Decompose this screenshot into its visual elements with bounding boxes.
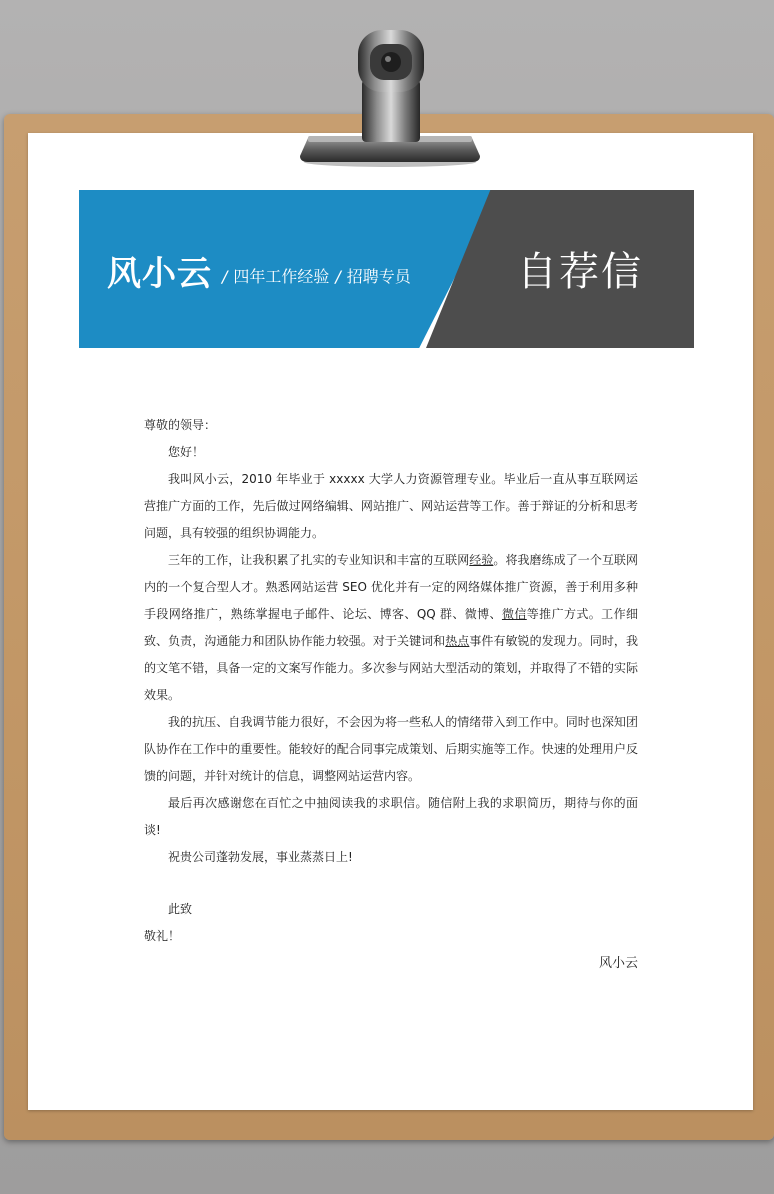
document-title: 自荐信 bbox=[517, 249, 643, 295]
closing-line-2: 敬礼！ bbox=[144, 929, 181, 943]
text-run: 事件有敏锐的发现力。同时，我的文笔不错，具备一定的文案写作能力。多次参与网站大型活动的策划，并取得了不错的实际效果。 bbox=[144, 634, 638, 702]
salutation: 尊敬的领导： bbox=[144, 418, 217, 432]
separator-slash: / bbox=[335, 267, 341, 286]
greeting: 您好！ bbox=[168, 445, 205, 459]
paragraph-experience bbox=[144, 547, 638, 709]
underlined-word: 微信 bbox=[501, 607, 527, 621]
text-run: 等推广方式。工作细致、负责，沟通能力和团队协作能力较强。对于关键词和 bbox=[144, 607, 638, 648]
letter-body bbox=[144, 412, 638, 977]
separator-slash: / bbox=[222, 267, 228, 286]
header-subtitle bbox=[216, 264, 411, 287]
underlined-word: 热点 bbox=[445, 634, 470, 648]
candidate-name: 风小云 bbox=[107, 254, 212, 294]
paragraph-intro: 我叫风小云，2010 年毕业于 xxxxx 大学人力资源管理专业。毕业后一直从事互联网运营推广方面的工作，先后做过网络编辑、网站推广、网站运营等工作。善于辩证的分析和思考问题，具有较强的组织协调能力。 bbox=[144, 472, 638, 540]
position-label: 招聘专员 bbox=[346, 267, 411, 286]
text-run: 。将我磨练成了一个互联网内的一个复合型人才。熟悉网站运营 SEO 优化并有一定的网络媒体推广资源，善于利用多种手段网络推广，熟练掌握电子邮件、论坛、博客、QQ 群、微博、 bbox=[144, 553, 638, 621]
signature: 风小云 bbox=[598, 956, 638, 971]
paragraph-ability: 我的抗压、自我调节能力很好，不会因为将一些私人的情绪带入到工作中。同时也深知团队协作在工作中的重要性。能较好的配合同事完成策划、后期实施等工作。快速的处理用户反馈的问题，并针对统计的信息，调整网站运营内容。 bbox=[144, 715, 638, 783]
spacer bbox=[144, 871, 638, 896]
experience-label: 四年工作经验 bbox=[233, 267, 330, 286]
binder-clip-icon bbox=[290, 20, 490, 170]
paragraph-thanks: 最后再次感谢您在百忙之中抽阅读我的求职信。随信附上我的求职简历，期待与你的面谈! bbox=[144, 796, 638, 837]
closing-line-1: 此致 bbox=[168, 902, 193, 916]
text-run: 三年的工作，让我积累了扎实的专业知识和丰富的互联网 bbox=[168, 553, 470, 567]
underlined-word: 经验 bbox=[469, 553, 494, 567]
wish-line: 祝贵公司蓬勃发展，事业蒸蒸日上! bbox=[168, 850, 353, 864]
